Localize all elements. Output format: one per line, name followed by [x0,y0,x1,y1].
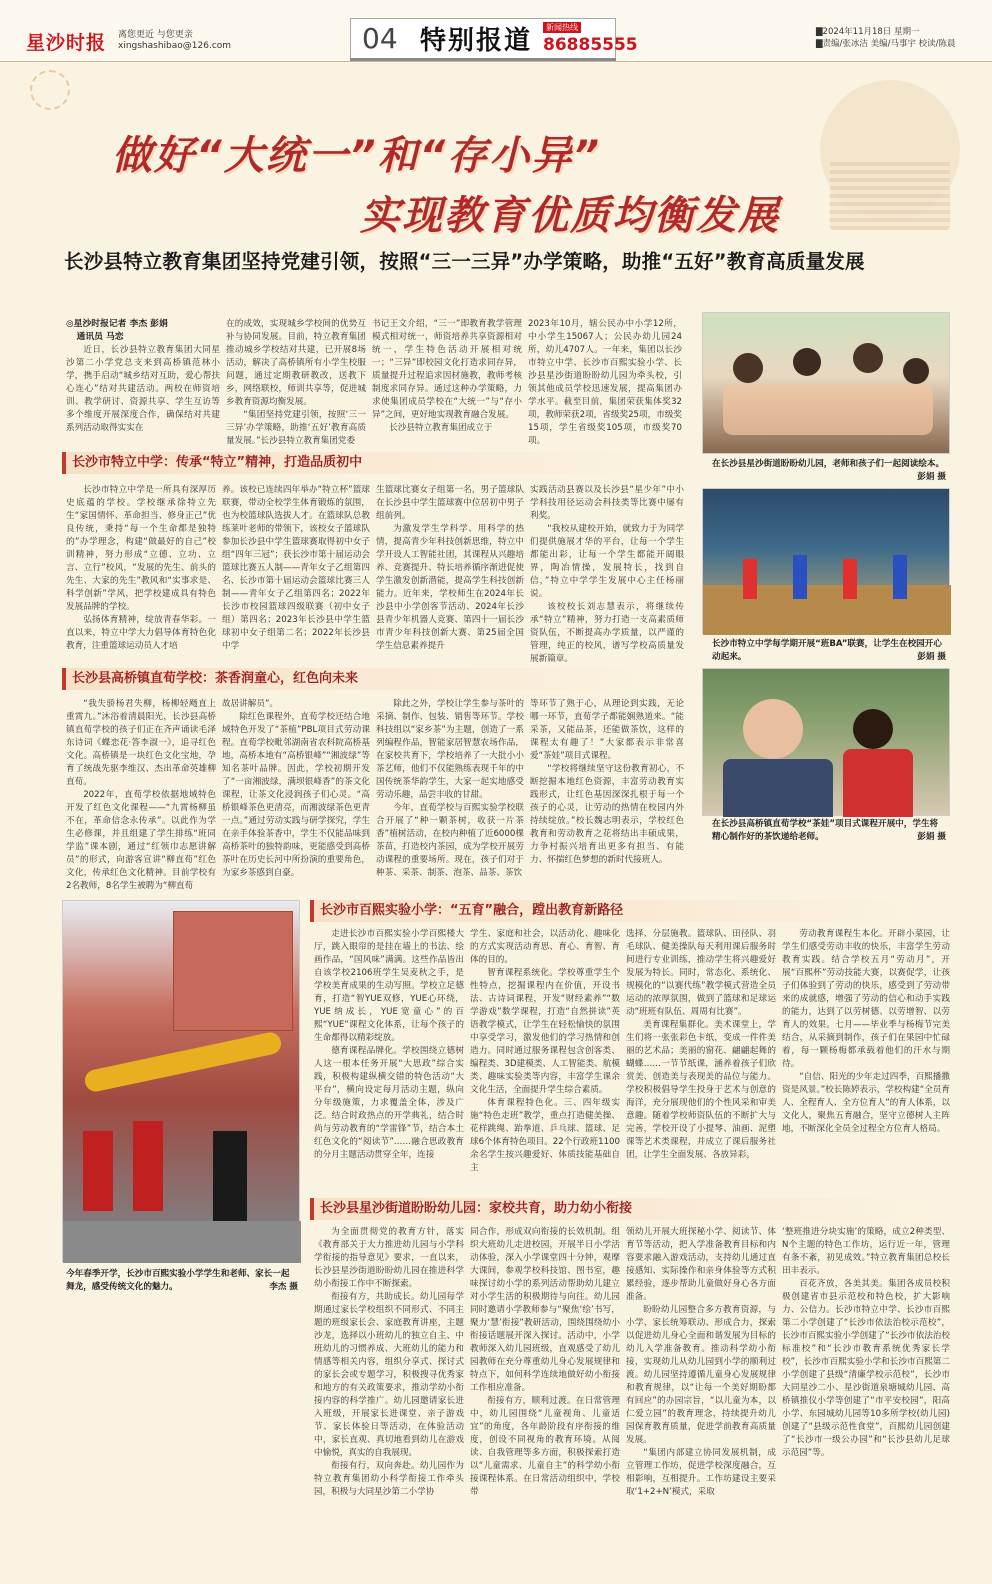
paragraph: 在的成效，实现城乡学校间的优势互补与协同发展。目前，特立教育集团推动城乡学校结对共建，已开展8场活动，解决了高桥镇所有小学生校服问题，通过定期教研教改，送教下乡，网络联校，师训共享等，促进城乡教育资源均衡发展。 [226,319,366,407]
paragraph: ‘整班推进分块实施’的策略，成立2种类型、N个主题的特色工作坊，运行近一年，管理有条不紊，初见成效。”特立教育集团总校长田丰表示。 [782,1227,950,1276]
section4-col-2 [470,1226,620,1566]
decorative-ring [30,70,70,110]
photo-dragon-dance [62,900,300,1262]
photo-caption [712,458,946,484]
photo-credit: 彭娟 摄 [917,832,946,842]
paragraph: 养。该校已连续四年举办“特立杯”篮球联赛，带动全校学生体育锻炼的氛围，也为校篮球队选拔人才。在篮球队总教练莱叶老师的带领下，该校女子篮球队参加长沙县中学生篮球赛取得初中女子组“四年三冠”；获长沙市第十届运动会篮球比赛五人制——青年女子乙组第四名、长沙市第十届运动会篮球比赛三人制——青年女子乙组第四名；2022年长沙市校园篮球四级联赛（初中女子组）第四名；2023年长沙县中学生篮球初中女子组第二名；2022年长沙县中学 [222,485,370,651]
byline: ◎星沙时报记者 李杰 彭娟 [66,319,168,329]
hotline-number: 86885555 [543,35,638,55]
section4-col-4 [782,1226,950,1566]
section4-col-3 [626,1226,776,1566]
section4-col-1 [314,1226,464,1566]
byline: 通讯员 马恋 [76,332,124,342]
paragraph: 体育课程特色化。三、四年级实施“特色走班”教学，重点打造健美操、花样跳绳、跆拳道、乒乓球、篮球、足球6个体育特色项目。22个行政班1100余名学生按兴趣爱好、体质技能基础自主 [470,1098,620,1173]
paragraph: 故居讲解员”。 [222,699,279,709]
paragraph: 为激发学生学科学、用科学的热情，提高青少年科技创新思维，特立中学开设人工智能社团，其课程从兴趣培养、竞赛提升、特长培养循序渐进促使学生激发创新潜能，提高学生科技创新能力。近年来，学校师生在2024年长沙县中小学创客节活动、2024年长沙县青少年机器人竞赛、第四十一届长沙市青少年科技创新大赛、第25届全国学生信息素养提升 [376,524,524,651]
section3-col-3 [626,928,776,1196]
paragraph: “学校将继续坚守这份教育初心，不断挖掘本地红色资源，丰富劳动教育实践形式，让红色基因深深扎根于每一个孩子的心灵，让劳动的热情在校园内外持续绽放。”校长魏志明表示，学校红色教育和劳动教育之花将结出丰硕成果，力争村振兴培育出更多有担当、有能力、怀揣红色梦想的新时代接班人。 [530,764,684,865]
newspaper-logo: 星沙时报 [26,32,107,54]
intro-col-2 [226,318,366,446]
section-heading: 长沙县高桥镇直荀学校：茶香润童心，红色向未来 [62,668,684,690]
section-heading: 长沙市百熙实验小学：“五育”融合，蹚出教育新路径 [310,900,950,922]
photo-credit: 彭娟 摄 [917,472,946,482]
paragraph: “我校从建校开始，就致力于为同学们提供施展才华的平台，让每一个学生都能出彩，让每一个学生都能开阔眼界，陶冶情操，发展特长，找到自信，”特立中学学生发展中心主任杨丽说。 [530,524,684,599]
paragraph: 长沙县特立教育集团成立于 [389,423,493,433]
paragraph: 除此之外，学校让学生参与茶叶的采摘、制作、包装、销售等环节。学校科技组以“家乡茶”为主题，创造了一系列编程作品，智能家居智慧农场作品，在家校共育下，学校培养了一大批小小茶艺师，他们不仅能熟练表现千年的中国传统茶华韵学生，大家一起实地感受劳动乐趣，品尝丰收的甘甜。 [376,699,524,800]
paragraph: 百花齐放，各美其美。集团各成员校积极创建省市县示范校和特色校，扩大影响力、公信力。长沙市特立中学、长沙市百熙第二小学创建了“长沙市依法治校示范校”，长沙市百熙实验小学创建了“长沙市依法治校标准校”和“长沙市教育系统优秀家长学校”，长沙市百熙实验小学和长沙市百熙第二小学创建了县级“清廉学校示范校”，长沙市大同星沙二小、星沙街道泉塘城幼儿园、高桥镇推仪小学等创建了“市平安校园”，阳高小学、东园城幼儿园等10多所学校(幼儿园)创建了“县级示范性食堂”，百熙幼儿园创建了“长沙市一级公办园”和“长沙县幼儿足球示范园”等。 [782,1279,950,1458]
paragraph: 书记王文介绍，“三一”即教育教学管理模式相对统一，师资培养共享资源相对统一，学生特色活动开展相对统一；“三异”即校园文化打造求同存异，质量提升过程追求因材施教，教师考核制度求同存异。通过这种办学策略，力求使集团成员学校在“大统一”与“存小异”之间，更好地实现教育融合发展。 [372,319,522,420]
paragraph: 衔接有行，双向奔赴。幼儿园作为特立教育集团幼小科学衔接工作牵头园，积极与大同星沙第二小学协 [314,1461,464,1497]
slogan-line: 离您更近 与您更亲 [118,30,193,40]
caption-text: 长沙市特立中学每学期开展“班BA”联赛，让学生在校园开心动起来。 [712,639,942,662]
paragraph: 领幼儿开展大班探秘小学、阅读节、体育节等活动，把入学准备教育目标和内容要求融入游戏活动，支持幼儿通过直接感知、实际操作和亲身体验等方式积累经验，逐步帮助儿童做好身心各方面准备。 [626,1227,776,1302]
paragraph: 该校校长刘志慧表示，将继续传承“特立”精神，努力打造一支高素质师资队伍，不断提高办学质量，以严谨的管理，纯正的校风，谱写学校高质量发展新篇章。 [530,602,684,664]
section3-col-4 [782,928,950,1196]
photo-credit: 彭娟 摄 [917,652,946,662]
paragraph: 选择、分层施教。篮球队、田径队、羽毛球队、健美操队每天利用课后服务时间进行专业训练，推动学生将兴趣爱好发展为特长。同时，常态化、系统化、规模化的“以赛代练”教学模式营造全员运动的浓厚氛围，做到了篮球和足球运动“班班有队伍、周周有比赛”。 [626,929,776,1017]
paragraph: 盼盼幼儿园整合多方教育资源，与小学、家长统筹联动、形成合力，探索以促进幼儿身心全面和谐发展为目标的幼儿入学准备教育。推动科学幼小衔接，实现幼儿从幼儿园到小学的顺利过渡。幼儿园坚持遵循儿童身心发展规律和教育规律，以“让每一个美好期盼都有回应”的办园宗旨，“以儿童为本，以仁爱立园”的教育理念，持续提升幼儿园保育教育质量，促进学前教育高质量发展。 [626,1305,776,1445]
photo-caption [712,818,946,844]
hotline-label: 新闻热线 [543,22,581,33]
subheadline: 长沙县特立教育集团坚持党建引领，按照“三一三异”办学策略，助推“五好”教育高质量发展 [64,250,865,273]
header-rule [350,58,616,61]
section2-col-2 [222,698,370,882]
slogan [118,30,231,52]
paragraph: “集团坚持党建引领，按照‘三一三异’办学策略，助推‘五好’教育高质量发展。”长沙县特立教育集团党委 [226,410,366,446]
photo-basketball-game [702,488,950,634]
paragraph: 走进长沙市百熙实验小学百熙楼大厅，跳入眼帘的是挂在墙上的书法、绘画作品，“国风味”满满。这些作品皆出自该学校2106班学生吴麦秋之手，是学校美育成果的生动写照。学校立足德育，打造“智YUE双修，YUE心环绕，YUE纳成长，YUE宽童心”的百熙“YUE”课程文化体系，让每个孩子的生命都得以精彩绽放。 [314,929,464,1043]
section1-col-1 [66,484,216,654]
paragraph: 近日，长沙县特立教育集团大同星沙第二小学党总支来到高桥镇范林小学，携手启动“城乡结对互助，爱心帮扶心连心”结对共建活动。两校在师资培训、教学研讨、资源共享、学生互访等多个维度开展深度合作，确保结对共建系列活动取得实实在 [66,345,220,433]
page-number: 04 [362,22,398,55]
paragraph: 除红色课程外，直荀学校还结合地域特色开发了“茶植”PBL项目式劳动课程。直荀学校毗邻湖南省农科院高桥基地，高桥本地有“高桥银峰”“湘波绿”等知名茶叶品牌。因此，学校初期开发了“一亩湘波绿，满坝银峰香”的茶文化课程，让茶文化浸润孩子们心灵。“高桥银峰茶色更清亮，而湘波绿茶色更青一点。”通过劳动实践与研学探究，学生在亲手体验茶香中，学生不仅能品味到高桥茶叶的独特韵味，更能感受到高桥茶叶在历史长河中所扮演的重要角色，为家乡茶感到自豪。 [222,712,370,878]
paragraph: 实践活动县赛以及长沙县“星少年”中小学科技用径运动会科技类等比赛中屡有利奖。 [530,485,684,521]
paragraph: 等环节了熟于心，从理论到实践，无论哪一环节，直荀学子都能娴熟道来。“能采茶，又能品茶，还能做茶饮，这样的课程太有趣了！”大家都表示非常喜爱“茶娃”项目式课程。 [530,699,684,761]
intro-col-4 [528,318,682,446]
photo-credit: 李杰 摄 [269,1282,298,1292]
book-stack-illustration [830,160,950,230]
paragraph: 2023年10月，辖公民办中小学12所，中小学生15067人；公民办幼儿园24所，幼儿4707人。一年来，集团以长沙市特立中学、长沙市百熙实验小学、长沙县星沙街道盼盼幼儿园为牵头校，引领其他成员学校迅速发展，提高集团办学水平。截至目前，集团荣获集体奖32项，教师荣获2项，省级奖25项，市级奖15项，学生省级奖105项，市级奖70项。 [528,319,682,446]
section1-col-2 [222,484,370,654]
paragraph: “我失骄杨君失柳，杨柳轻飏直上重霄九。”沐浴着清晨阳光，长沙县高桥镇直荀学校的孩子们正在齐声诵读毛泽东诗词《蝶恋花·答李淑一》，追寻红色文化。高桥镇是一块红色文化宝地，孕育了统战先驱李维汉、杰出革命英雄柳直荀。 [66,699,216,787]
paragraph: 衔接有方，共助成长。幼儿园每学期通过家长学校组织不同形式、不同主题的班级家长会、家庭教育讲座，主题沙龙，选择以小班幼儿的独立自主、中班幼儿的习惯养成、大班幼儿的能力和情感等相关内容，组织分享式、探讨式的家长会或专题学习，积极搜寻优秀家和地方的有关政策要求，推动学幼小衔接内容的科学推广。幼儿园邀请家长进入班级，开展家长进课堂、亲子游戏节、家长体验日等活动，在体验活动中，家长直观、真切地看到幼儿在游戏中愉悦，真实的自我展现。 [314,1292,464,1458]
issue-date: ▇2024年11月18日 星期一 [816,27,920,37]
paragraph: “集团内部建立协同发展机制，成立管理工作坊，促进学校深度融合，互相影响，互相提升。工作坊建设主要采取‘1+2+N’模式，采取 [626,1448,776,1497]
caption-text: 在长沙县星沙街道盼盼幼儿园，老师和孩子们一起阅读绘本。 [712,459,945,469]
main-headline-line1: 做好“大统一”和“存小异” [112,133,602,179]
paragraph: 2022年，直荀学校依据地域特色开发了红色文化课程——“九霄杨柳虽不在，革命信念永传承”。以此作为学生必修课，并且组建了学生排练“班同学监”课本剧，通过“红领巾志愿讲解员”的形式，向游客宣讲“柳直荀”红色文化，传承红色文化精神。目前学校有2名教师，8名学生被聘为“柳直荀 [66,790,216,891]
paragraph: 德育课程品牌化。学校围绕立德树人这一根本任务开展“大思政”综合实践，积极构建纵横交错的特色活动“大平台”，横向设定每月活动主题，纵向分年级施策，力求覆盖全体，涉及广泛。结合时政热点的开学典礼，结合时尚与劳动教育的“学雷锋”节，结合本土红色文化的“阅读节”……融合思政教育的分月主题活动贯穿全年，连接 [314,1046,464,1160]
section3-col-2 [470,928,620,1196]
paragraph: 学生、家庭和社会，以活动化、趣味化的方式实现活动育思、育心、育智、育体的目的。 [470,929,620,965]
section-heading: 长沙县星沙街道盼盼幼儿园：家校共育，助力幼小衔接 [310,1198,950,1220]
editor-credits: ▇责编/张冰洁 美编/马事宇 校读/陈晨 [816,39,956,49]
photo-tea-course [702,668,950,816]
section1-col-4 [530,484,684,664]
photo-caption [66,1268,298,1294]
paragraph: 劳动教育课程生本化。开辟小菜园，让学生们感受劳动丰收的快乐，丰富学生劳动教育实践。结合学校五月“劳动月”，开展“百熙杯”劳动技能大赛，以赛促学，让孩子们体验到了劳动的快乐，感受到了劳动带来的成就感，增强了劳动的信心和动手实践的能力，达到了以劳树德、以劳增智、以劳育人的效果。七月——毕业季与杨梅节完美结合，从采摘到制作，孩子们在果园中忙碌着，每一颗杨梅都承载着他们的汗水与期待。 [782,929,950,1069]
paragraph: 同合作，形成双向衔接的长效机制。组织大班幼儿走进校园，开展半日小学活动体验，深入小学课堂四十分钟，观摩大课间，参观学校科技馆、图书室，趣味探讨幼小学的系列活动帮助幼儿建立对小学生活的积极期待与向往。幼儿园同时邀请小学教师参与“聚焦‘绘’书写，聚力‘慧’衔接”教研活动，围绕围绕幼小衔接话题展开深入探讨。活动中，小学教师深入幼儿园班级，直观感受了幼儿园教师在充分尊重幼儿身心发展规律和特点下，如何科学连续地做好幼小衔接工作相应准备。 [470,1227,620,1393]
photo-caption [712,638,946,664]
page-section-title: 特别报道 [420,26,533,56]
issue-info [816,26,966,50]
paragraph: 长沙市特立中学是一所具有深厚历史底蕴的学校。学校继承徐特立先生“家国情怀、革命担当、修身正己”优良传统，秉持“每一个生命都是独特的”办学理念，构建“做最好的自己”校训精神，努力形成“立德、立功、立言、立行”校风，“发展的先生、前头的先生、大家的先生”教风和“实事求是、科学创新”学风，把学校建成具有特色发展品牌的学校。 [66,485,216,612]
paragraph: 弘扬体育精神，绽放青春华彩。一直以来，特立中学大力倡导体育特色化教育，注重篮球运动员人才培 [66,615,216,651]
section1-col-3 [376,484,524,654]
paragraph: 智育课程系统化。学校尊重学生个性特点，挖掘课程内在价值，开设书法、古诗词课程，开发“财经素养”“数学游戏”数学课程，打造“自然拼读”英语教学模式，让学生在轻松愉快的氛围中享受学习，激发他们的学习热情和创造力。同时通过服务课程包含创客类、编程类、3D建模类、人工智能类、航模类、趣味实验类等内容，丰富学生课余文化生活，全面提升学生综合素质。 [470,968,620,1095]
main-headline-line2: 实现教育优质均衡发展 [360,193,780,239]
section3-col-1 [314,928,464,1196]
intro-col-3 [372,318,522,438]
section2-col-4 [530,698,684,882]
paragraph: 生篮球比赛女子组第一名，男子篮球队在长沙县中学生篮球赛中位居初中男子组前列。 [376,485,524,521]
paragraph: “自信、阳光的少年走过四季，百熙播撒资是风景。”校长陈婷表示，学校构建“全员育人、全程育人、全方位育人”的育人体系，以文化人，聚焦五育融合，坚守立德树人主阵地，不断深化全员全过程全方位育人格局。 [782,1072,950,1134]
section-heading: 长沙市特立中学：传承“特立”精神，打造品质初中 [62,452,684,474]
section2-col-3 [376,698,524,882]
section2-col-1 [66,698,216,891]
paragraph: 今年，直荀学校与百熙实验学校联合开展了“种一颗茶树，收获一片茶香”植树活动，在校内种植了近6000棵茶苗，打造校内茶园，成为学校开展劳动课程的重要场所。现在，孩子们对于种茶、采茶、制茶、泡茶、品茶、茶饮 [376,803,524,878]
caption-text: 今年春季开学，长沙市百熙实验小学学生和老师、家长一起舞龙，感受传统文化的魅力。 [66,1269,290,1292]
paragraph: 衔接有方，顺利过渡。在日常管理中，幼儿园围绕“儿童视角、儿童适宜”的角度，各年龄阶段有序衔接的维度，创设不同视角的教育环境。从阅读、自我管理等多方面，积极探索打造以“儿童需求、儿童自主”的科学幼小衔接课程体系。在日常活动组织中，学校带 [470,1396,620,1497]
caption-text: 在长沙县高桥镇直荀学校“茶娃”项目式课程开展中，学生将精心制作好的茶饮递给老师。 [712,819,939,842]
photo-kindergarten-reading [702,312,950,454]
paragraph: 为全面贯彻党的教育方针，落实《教育部关于大力推进幼儿园与小学科学衔接的指导意见》要求，一直以来，长沙县星沙街道盼盼幼儿园在推进科学幼小衔接工作中不断探索。 [314,1227,464,1289]
paragraph: 美育课程集群化。美术课堂上，学生们将一张张彩色卡纸，变成一件件美丽的艺术品；美丽的窗花、翩翩起舞的蝴蝶……一节节纸课，涵养着孩子们欣赏美、创造美与表现美的品位与能力。学校积极倡导学生投身于艺术与创意的海洋，充分展现他们的个性风采和审美意趣。随着学校师资队伍的不断扩大与完善，学校开设了小提琴、油画、泥塑课等艺术类课程，并成立了课后服务社团，让学生全面发展、各放异彩。 [626,1020,776,1160]
intro-col-1 [66,318,220,438]
email: xingshashibao@126.com [118,41,232,51]
